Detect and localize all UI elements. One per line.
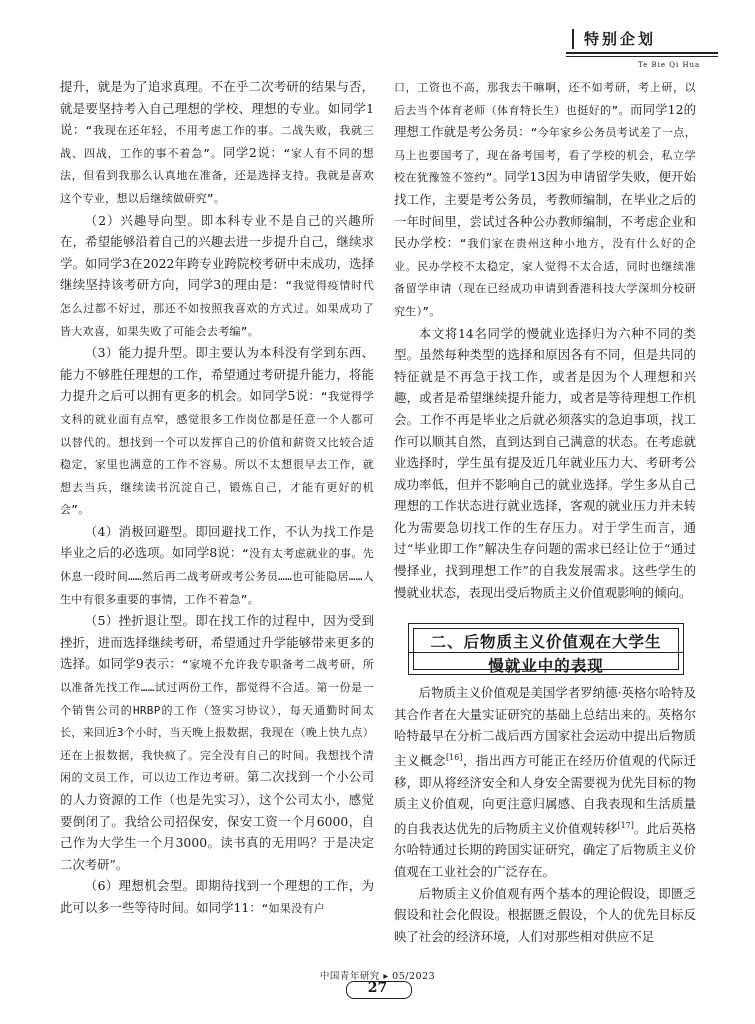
body-text: 。此后英格尔哈特通过长期的跨国实证研究，确定了后物质主义价值观在工业社会的广泛存在。 [394, 820, 697, 879]
citation-ref: [16] [445, 752, 463, 762]
interview-quote: “没有太考虑就业的事。先休息一段时间……然后再二战考研或考公务员……也可能隐居……人生中有很多重要的事情，工作不着急”。 [60, 547, 374, 606]
magazine-name: 中国青年研究 ▸ 05/2023 [319, 971, 436, 982]
body-text: ，指出西方可能正在经历价值观的代际迁移，即从将经济安全和人身安全需要视为优先目标的物质主义价值观，向更注意归属感、自我表现和生活质量的自我表达优先的后物质主义价值观转移 [394, 752, 697, 836]
paragraph [394, 76, 696, 323]
body-text: 同学2说： [222, 144, 284, 160]
header-rule [566, 52, 718, 54]
paragraph [60, 210, 374, 343]
body-text: 而同学12的理想工作就是考公务员： [394, 101, 696, 140]
body-text: （5）挫折退让型。即在找工作的过程中，因为受到挫折，进而选择继续考研，希望通过升学能够带来更多的选择。如同学9表示： [60, 613, 374, 672]
body-text: 后物质主义价值观有两个基本的理论假设，即匮乏假设和社会化假设。根据匮乏假设，个人的优先目标反映了社会的经济环境，人们对那些相对供应不足 [394, 885, 696, 944]
section-heading-line1: 二、后物质主义价值观在大学生 [430, 633, 662, 651]
section-title-cn: 特别企划 [584, 30, 657, 48]
section-heading-line2: 慢就业中的表现 [488, 657, 604, 675]
right-column-top [394, 76, 696, 603]
header-rule-thin [566, 56, 718, 57]
paragraph [60, 76, 374, 210]
interview-quote: “我觉得疫情时代怎么过都不好过，那还不如按照我喜欢的方式过。如果成功了皆大欢喜，如果失败了可能会去考编”。 [60, 279, 374, 338]
citation-ref: [17] [617, 820, 634, 830]
paragraph [60, 521, 374, 610]
section-heading-box [408, 623, 684, 675]
interview-quote: “家人有不同的想法，但看到我那么认真地在准备，还是选择支持。我就是喜欢这个专业，想以后继续做研究”。 [60, 146, 374, 205]
interview-quote: “我觉得学文科的就业面有点窄，感觉很多工作岗位都是任意一个人都可以替代的。想找到一个可以发挥自己的价值和薪资又比较合适稳定，家里也满意的工作不容易。所以不太想很早去工作，就想去当兵，继续读书沉淀自己，锻炼自己，才能有更好的机会”。 [60, 390, 375, 517]
body-text: （3）能力提升型。即主要认为本科没有学到东西、能力不够胜任理想的工作，希望通过考研提升能力，将能力提升之后可以拥有更多的机会。如同学5说： [60, 345, 374, 404]
page-footer [0, 968, 755, 1008]
page-number: 27 [367, 980, 388, 996]
paragraph [60, 342, 374, 521]
section-heading-divider [409, 652, 683, 653]
body-text: 提升，就是为了追求真理。不在乎二次考研的结果与否，就是要坚持考入自己理想的学校、理想的专业。如同学1说： [60, 79, 374, 138]
interview-quote: “我们家在贵州这种小地方，没有什么好的企业。民办学校不太稳定，家人觉得不太合适，同时也继续准备留学申请（现在已经成功申请到香港科技大学深圳分校研究生）”。 [394, 237, 697, 318]
header-bar [572, 29, 574, 49]
paragraph [394, 323, 696, 604]
body-text: 第二次找到一个小公司的人力资源的工作（也是先实习），这个公司太小，感觉要倒闭了。我给公司招保安，保安工资一个月6000，自己作为大学生一个月3000。读书真的无用吗？于是决定二次考研”。 [60, 769, 374, 872]
body-text: （2）兴趣导向型。即本科专业不是自己的兴趣所在，希望能够沿着自己的兴趣去进一步提升自己，继续求学。如同学3在2022年跨专业跨院校考研中未成功，选择继续坚持该考研方向，同学3的理由是： [60, 212, 374, 293]
paragraph [60, 875, 374, 919]
paragraph [60, 610, 374, 875]
body-text: 本文将14名同学的慢就业选择归为六种不同的类型。虽然每种类型的选择和原因各有不同，但是共同的特征就是不再急于找工作，或者是因为个人理想和兴趣，或者是希望继续提升能力，或者是等待理想工作机会。工作不再是毕业之后就必须落实的急迫事项，找工作可以顺其自然，直到达到自己满意的状态。在考虑就业选择时，学生虽有提及近几年就业压力大、考研考公成功率低，但并不影响自己的就业选择。学生多从自己理想的工作状态进行就业选择，客观的就业压力并未转化为需要急切找工作的生存压力。对于学生而言，通过“毕业即工作”解决生存问题的需求已经让位于“通过慢择业，找到理想工作”的自我发展需求。这些学生的慢就业状态，表现出受后物质主义价值观影响的倾向。 [394, 325, 696, 600]
body-text: 后物质主义价值观是美国学者罗纳德·英格尔哈特及其合作者在大量实证研究的基础上总结出来的。英格尔哈特最早在分析二战后西方国家社会运动中提出后物质主义概念 [394, 685, 696, 768]
body-text: （6）理想机会型。即期待找到一个理想的工作，为此可以多一些等待时间。如同学11： [60, 878, 374, 915]
interview-quote: “今年家乡公务员考试差了一点，马上也要国考了，现在备考国考，看了学校的机会，私立学校在犹豫签不签约”。 [394, 126, 697, 185]
interview-quote: “如果没有户 [261, 901, 326, 915]
paragraph [394, 883, 696, 948]
body-text: 同学13因为申请留学失败，便开始找工作，主要是考公务员，考教师编制，在毕业之后的一年时间里，尝试过各种公办教师编制，不考虑企业和民办学校： [394, 169, 696, 251]
left-column [60, 76, 374, 920]
interview-quote: 口，工资也不高，那我去干嘛啊，还不如考研，考上研，以后去当个体育老师（体育特长生）也挺好的”。 [394, 81, 696, 117]
section-header [566, 26, 718, 70]
right-column-bottom [394, 682, 696, 947]
body-text: （4）消极回避型。即回避找工作，不认为找工作是毕业之后的必选项。如同学8说： [60, 523, 374, 561]
interview-quote: “家境不允许我专职备考二战考研，所以准备先找工作……试过两份工作，都觉得不合适。第一份是一个销售公司的HRBP的工作（签实习协议），每天通勤时间太长，来回近3个小时，当天晚上报数据，我现在（晚上快九点）还在上报数据，我快疯了。完全没有自己的时间。我想找个清闲的文员工作，可以边工作边考研。 [60, 658, 374, 785]
interview-quote: “我现在还年轻，不用考虑工作的事。二战失败，我就三战、四战，工作的事不着急”。 [60, 124, 375, 160]
section-title-en: Te Bie Qi Hua [638, 61, 701, 69]
paragraph [394, 682, 696, 883]
